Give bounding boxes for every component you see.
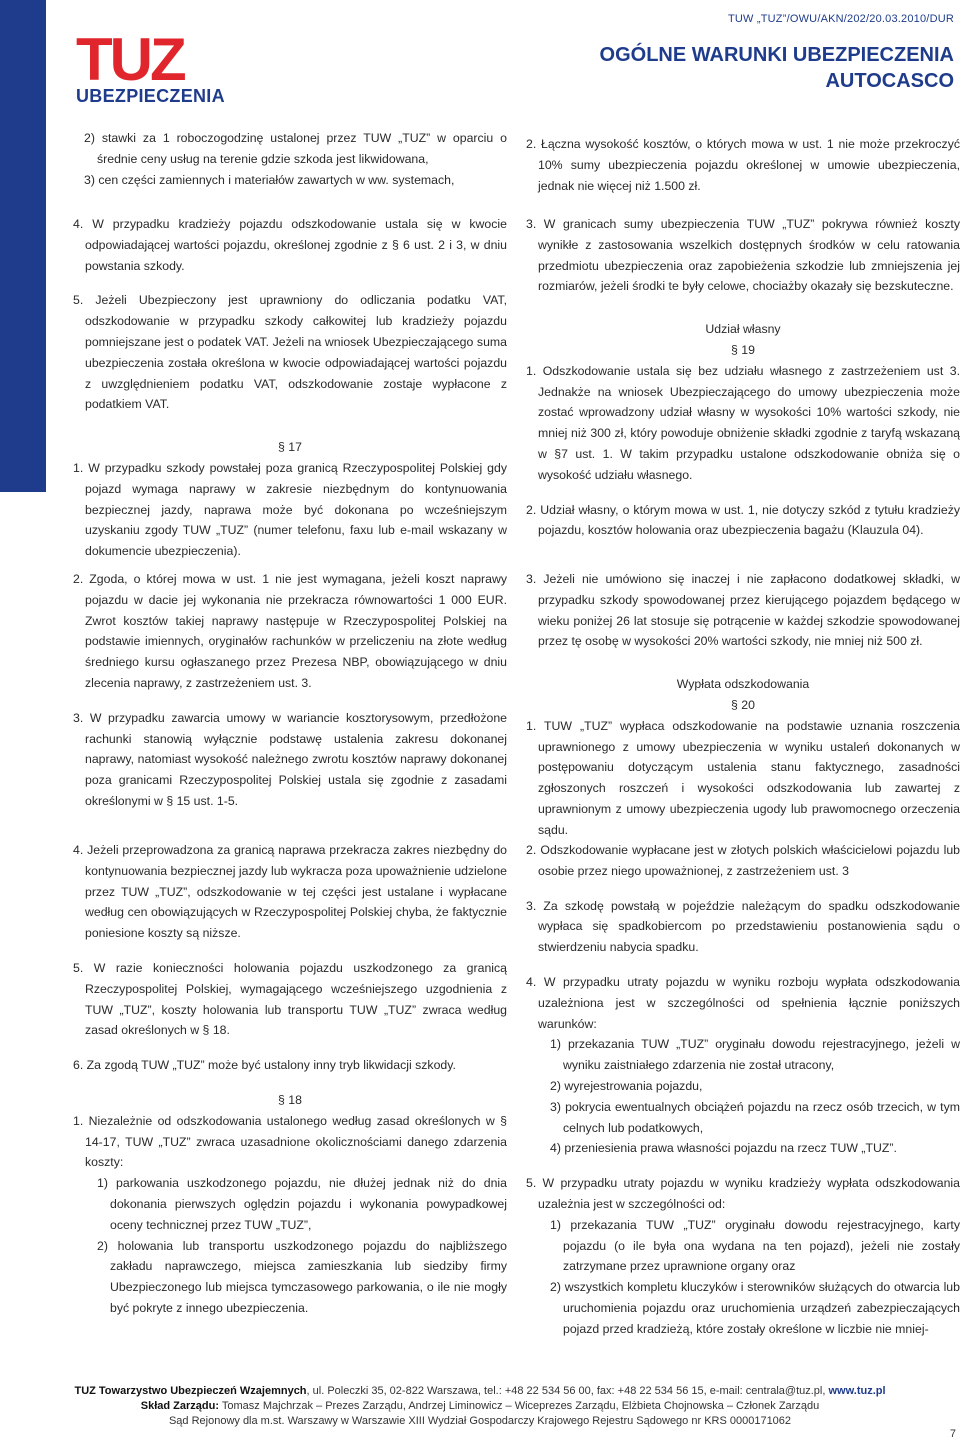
paragraph: 3. Za szkodę powstałą w pojeździe należącym do spadku odszkodowanie wypłaca się spadkobiercom po przedstawieniu postanowienia sądu o stwierdzeniu nabycia spadku.: [526, 898, 960, 955]
board-label: Skład Zarządu:: [140, 1400, 220, 1412]
paragraph: 2. Zgoda, o której mowa w ust. 1 nie jest wymagana, jeżeli koszt naprawy pojazdu w dacie jej wykonania nie przekracza równowartości 1 000 EUR. Zwrot kosztów takiej naprawy następuje w Rzeczypospolitej Polskiej na podstawie imiennych, oryginałów rachunków w przeliczeniu na złote według średniego kursu ogłaszanego przez Prezesa NBP, obowiązującego w dniu zlecenia naprawy, z zastrzeżeniem ust. 3.: [73, 572, 507, 690]
logo-sub: UBEZPIECZENIA: [76, 86, 225, 106]
left-column-block-1: [73, 128, 507, 190]
list-item: 2) wszystkich kompletu kluczyków i sterowników służących do otwarcia lub uruchomienia pojazdu oraz uruchomienia urządzeń zabezpieczających pojazd przed kradzieżą, które zostały określone w liczbie nie mniej-: [550, 1280, 960, 1336]
company-name: TUZ Towarzystwo Ubezpieczeń Wzajemnych: [74, 1385, 307, 1397]
footer-line-1: [0, 1384, 960, 1399]
section-heading: Udział własny: [705, 322, 781, 337]
list-item: 3) pokrycia ewentualnych obciążeń pojazdu na rzecz osób trzecich, w tym celnych lub podatkowych,: [550, 1099, 960, 1135]
right-column-block-2: [526, 214, 960, 541]
paragraph: 3. W granicach sumy ubezpieczenia TUW „TUZ” pokrywa również koszty wynikłe z zastosowania wszelkich dostępnych środków w celu ratowania przedmiotu ubezpieczenia oraz zapobieżenia szkodzie lub zmniejszenia jej rozmiarów, jeżeli środki te były celowe, chociażby okazały się bezskuteczne.: [526, 217, 960, 294]
paragraph: 5. W przypadku utraty pojazdu w wyniku kradzieży wypłata odszkodowania uzależnia jest w szczególności od:: [526, 1176, 960, 1211]
sidebar-stripe: [0, 0, 46, 492]
section-number: § 19: [731, 342, 755, 357]
footer-line-2: [0, 1399, 960, 1414]
list-item: 2) wyrejestrowania pojazdu,: [550, 1078, 703, 1093]
document-code: TUW „TUZ”/OWU/AKN/202/20.03.2010/DUR: [727, 13, 954, 25]
company-address: , ul. Poleczki 35, 02-822 Warszawa, tel.: +48 22 534 56 00, fax: +48 22 534 56 15, e-mail: centrala@tuz.pl,: [306, 1385, 826, 1397]
title-line-2: AUTOCASCO: [825, 70, 954, 92]
court-registration: Sąd Rejonowy dla m.st. Warszawy w Warszawie XIII Wydział Gospodarczy Krajowego Rejestru Sądowego nr KRS 0000171062: [168, 1415, 792, 1427]
paragraph: 6. Za zgodą TUW „TUZ” może być ustalony inny tryb likwidacji szkody.: [73, 1058, 456, 1073]
page-number: 7: [949, 1428, 956, 1440]
list-item: 1) przekazania TUW „TUZ” oryginału dowodu rejestracyjnego, karty pojazdu (o ile była ona wydana na ten pojazd), jeżeli nie zostały zatrzymane przez uprawnione organy oraz: [550, 1217, 960, 1274]
paragraph: 3. Jeżeli nie umówiono się inaczej i nie zapłacono dodatkowej składki, w przypadku szkody spowodowanej przez kierującego pojazdem będącego w wieku poniżej 26 lat stosuje się potrącenie w każdej szkodzie spowodowanej przez tę osobę w wysokości 20% wartości szkody, nie mniej niż 500 zł.: [526, 572, 960, 649]
paragraph: 5. W razie konieczności holowania pojazdu uszkodzonego za granicą Rzeczypospolitej Polskiej, wymagającego wcześniejszego uzgodnienia z TUW „TUZ”, koszty holowania lub transportu TUW „TUZ” zwraca według zasad określonych w § 18.: [73, 960, 507, 1038]
paragraph: 4. W przypadku kradzieży pojazdu odszkodowanie ustala się w kwocie odpowiadającej wartości pojazdu, określonej zgodnie z § 6 ust. 2 i 3, w dniu powstania szkody.: [73, 217, 507, 273]
paragraph: 4. Jeżeli przeprowadzona za granicą naprawa przekracza zakres niezbędny do kontynuowania bezpiecznej jazdy lub wykracza poza upoważnienie udzielone przez TUW „TUZ”, odszkodowanie w tej części jest ustalane i wypłacane według cen obowiązujących w Rzeczypospolitej Polskiej chyba, że faktycznie poniesione koszty są niższe.: [73, 843, 507, 941]
page-footer: [0, 1384, 960, 1429]
document-title: [600, 42, 954, 94]
board-members: Tomasz Majchrzak – Prezes Zarządu, Andrzej Liminowicz – Wiceprezes Zarządu, Elżbieta Chojnowska – Członek Zarządu: [219, 1400, 820, 1412]
paragraph: 1. TUW „TUZ” wypłaca odszkodowanie na podstawie uznania roszczenia uprawnionego z umowy ubezpieczenia w wyniku ustaleń dokonanych w postępowaniu dotyczącym ustalenia stanu faktycznego, zasadności zgłoszonych roszczeń i wysokości odszkodowania lub zawartej z uprawnionym z umowy ubezpieczenia ugody lub prawomocnego orzeczenia sądu.: [526, 718, 960, 837]
list-item: 2) stawki za 1 roboczogodzinę ustalonej przez TUW „TUZ” w oparciu o średnie ceny usług na terenie gdzie szkoda jest likwidowana,: [84, 131, 507, 166]
paragraph: 5. Jeżeli Ubezpieczony jest uprawniony do odliczania podatku VAT, odszkodowanie w przypadku szkody całkowitej lub kradzieży pojazdu pomniejszane jest o podatek VAT. Jeżeli na wniosek Ubezpieczającego suma ubezpieczenia została określona w kwocie odpowiadającej wartości pojazdu z uwzględnieniem podatku VAT, odszkodowanie zostaje wypłacone z podatkiem VAT.: [73, 293, 507, 412]
title-line-1: OGÓLNE WARUNKI UBEZPIECZENIA: [599, 44, 954, 66]
list-item: 4) przeniesienia prawa własności pojazdu na rzecz TUW „TUZ”.: [550, 1141, 897, 1156]
logo-main: TUZ: [76, 26, 184, 93]
left-column-block-3: [73, 569, 507, 812]
section-heading: § 18: [278, 1092, 302, 1107]
paragraph: 2. Łączna wysokość kosztów, o których mowa w ust. 1 nie może przekroczyć 10% sumy ubezpieczenia pojazdu określonej w umowie ubezpieczenia, jednak nie więcej niż 1.500 zł.: [526, 137, 960, 193]
paragraph: 3. W przypadku zawarcia umowy w wariancie kosztorysowym, przedłożone rachunki stanowią wyłącznie podstawę ustalenia zakresu dokonanej naprawy, natomiast wysokość należnego zwrotu kosztów naprawy dokonanej poza granicami Rzeczypospolitej Polskiej ustala się zgodnie z zasadami określonymi w § 15 ust. 1-5.: [73, 710, 507, 808]
list-item: 3) cen części zamiennych i materiałów zawartych w ww. systemach,: [84, 172, 455, 187]
right-column-block-1: [526, 134, 960, 196]
paragraph: 2. Udział własny, o którym mowa w ust. 1, nie dotyczy szkód z tytułu kradzieży pojazdu, kosztów holowania oraz ubezpieczenia bagażu (Klauzula 04).: [526, 502, 960, 538]
paragraph: 4. W przypadku utraty pojazdu w wyniku rozboju wypłata odszkodowania uzależniona jest w szczególności od spełnienia łącznie poniższych warunków:: [526, 974, 960, 1031]
website-link[interactable]: www.tuz.pl: [828, 1385, 886, 1397]
paragraph: 1. Odszkodowanie ustala się bez udziału własnego z zastrzeżeniem ust 3. Jednakże na wniosek Ubezpieczającego do umowy ubezpieczenia może zostać wprowadzony udział własny w wysokości 10% wartości szkody, nie mniej niż 300 zł, który powoduje obniżenie składki zgodnie z taryfą wskazaną w §7 ust. 1. W takim przypadku ustalone odszkodowanie obniża się o wysokość udziału własnego.: [526, 363, 960, 482]
left-column-block-4: [73, 840, 507, 1319]
list-item: 1) przekazania TUW „TUZ” oryginału dowodu rejestracyjnego, jeżeli w wyniku zaistniałego zdarzenia nie został utracony,: [550, 1037, 960, 1073]
tuz-logo: [76, 26, 236, 108]
list-item: 2) holowania lub transportu uszkodzonego pojazdu do najbliższego zakładu naprawczego, miejsca zamieszkania lub siedziby firmy Ubezpieczonego lub miejsca tymczasowego parkowania, o ile nie mogły być pokryte z innego ubezpieczenia.: [97, 1238, 507, 1315]
right-column-block-3: [526, 569, 960, 841]
left-column-block-2: [73, 214, 507, 562]
list-item: 1) parkowania uszkodzonego pojazdu, nie dłużej jednak niż do dnia dokonania pierwszych oględzin pojazdu i wykonania powypadkowej oceny technicznej przez TUW „TUZ”,: [97, 1176, 507, 1232]
paragraph: 1. Niezależnie od odszkodowania ustalonego według zasad określonych w § 14-17, TUW „TUZ” zwraca uzasadnione okolicznościami danego zdarzenia koszty:: [73, 1113, 507, 1170]
paragraph: 2. Odszkodowanie wypłacane jest w złotych polskich właścicielowi pojazdu lub osobie przez niego upoważnionej, z zastrzeżeniem ust. 3: [526, 843, 960, 878]
section-heading: § 17: [278, 440, 302, 455]
paragraph: 1. W przypadku szkody powstałej poza granicą Rzeczypospolitej Polskiej gdy pojazd wymaga naprawy w zakresie niezbędnym do kontynuowania bezpiecznej jazdy, naprawa może być dokonana po wcześniejszym uzyskaniu zgody TUW „TUZ” (numer telefonu, faxu lub e-mail wskazany w dokumencie ubezpieczenia).: [73, 460, 507, 559]
section-number: § 20: [731, 697, 755, 712]
right-column-block-4: [526, 840, 960, 1340]
section-heading: Wypłata odszkodowania: [676, 677, 810, 692]
